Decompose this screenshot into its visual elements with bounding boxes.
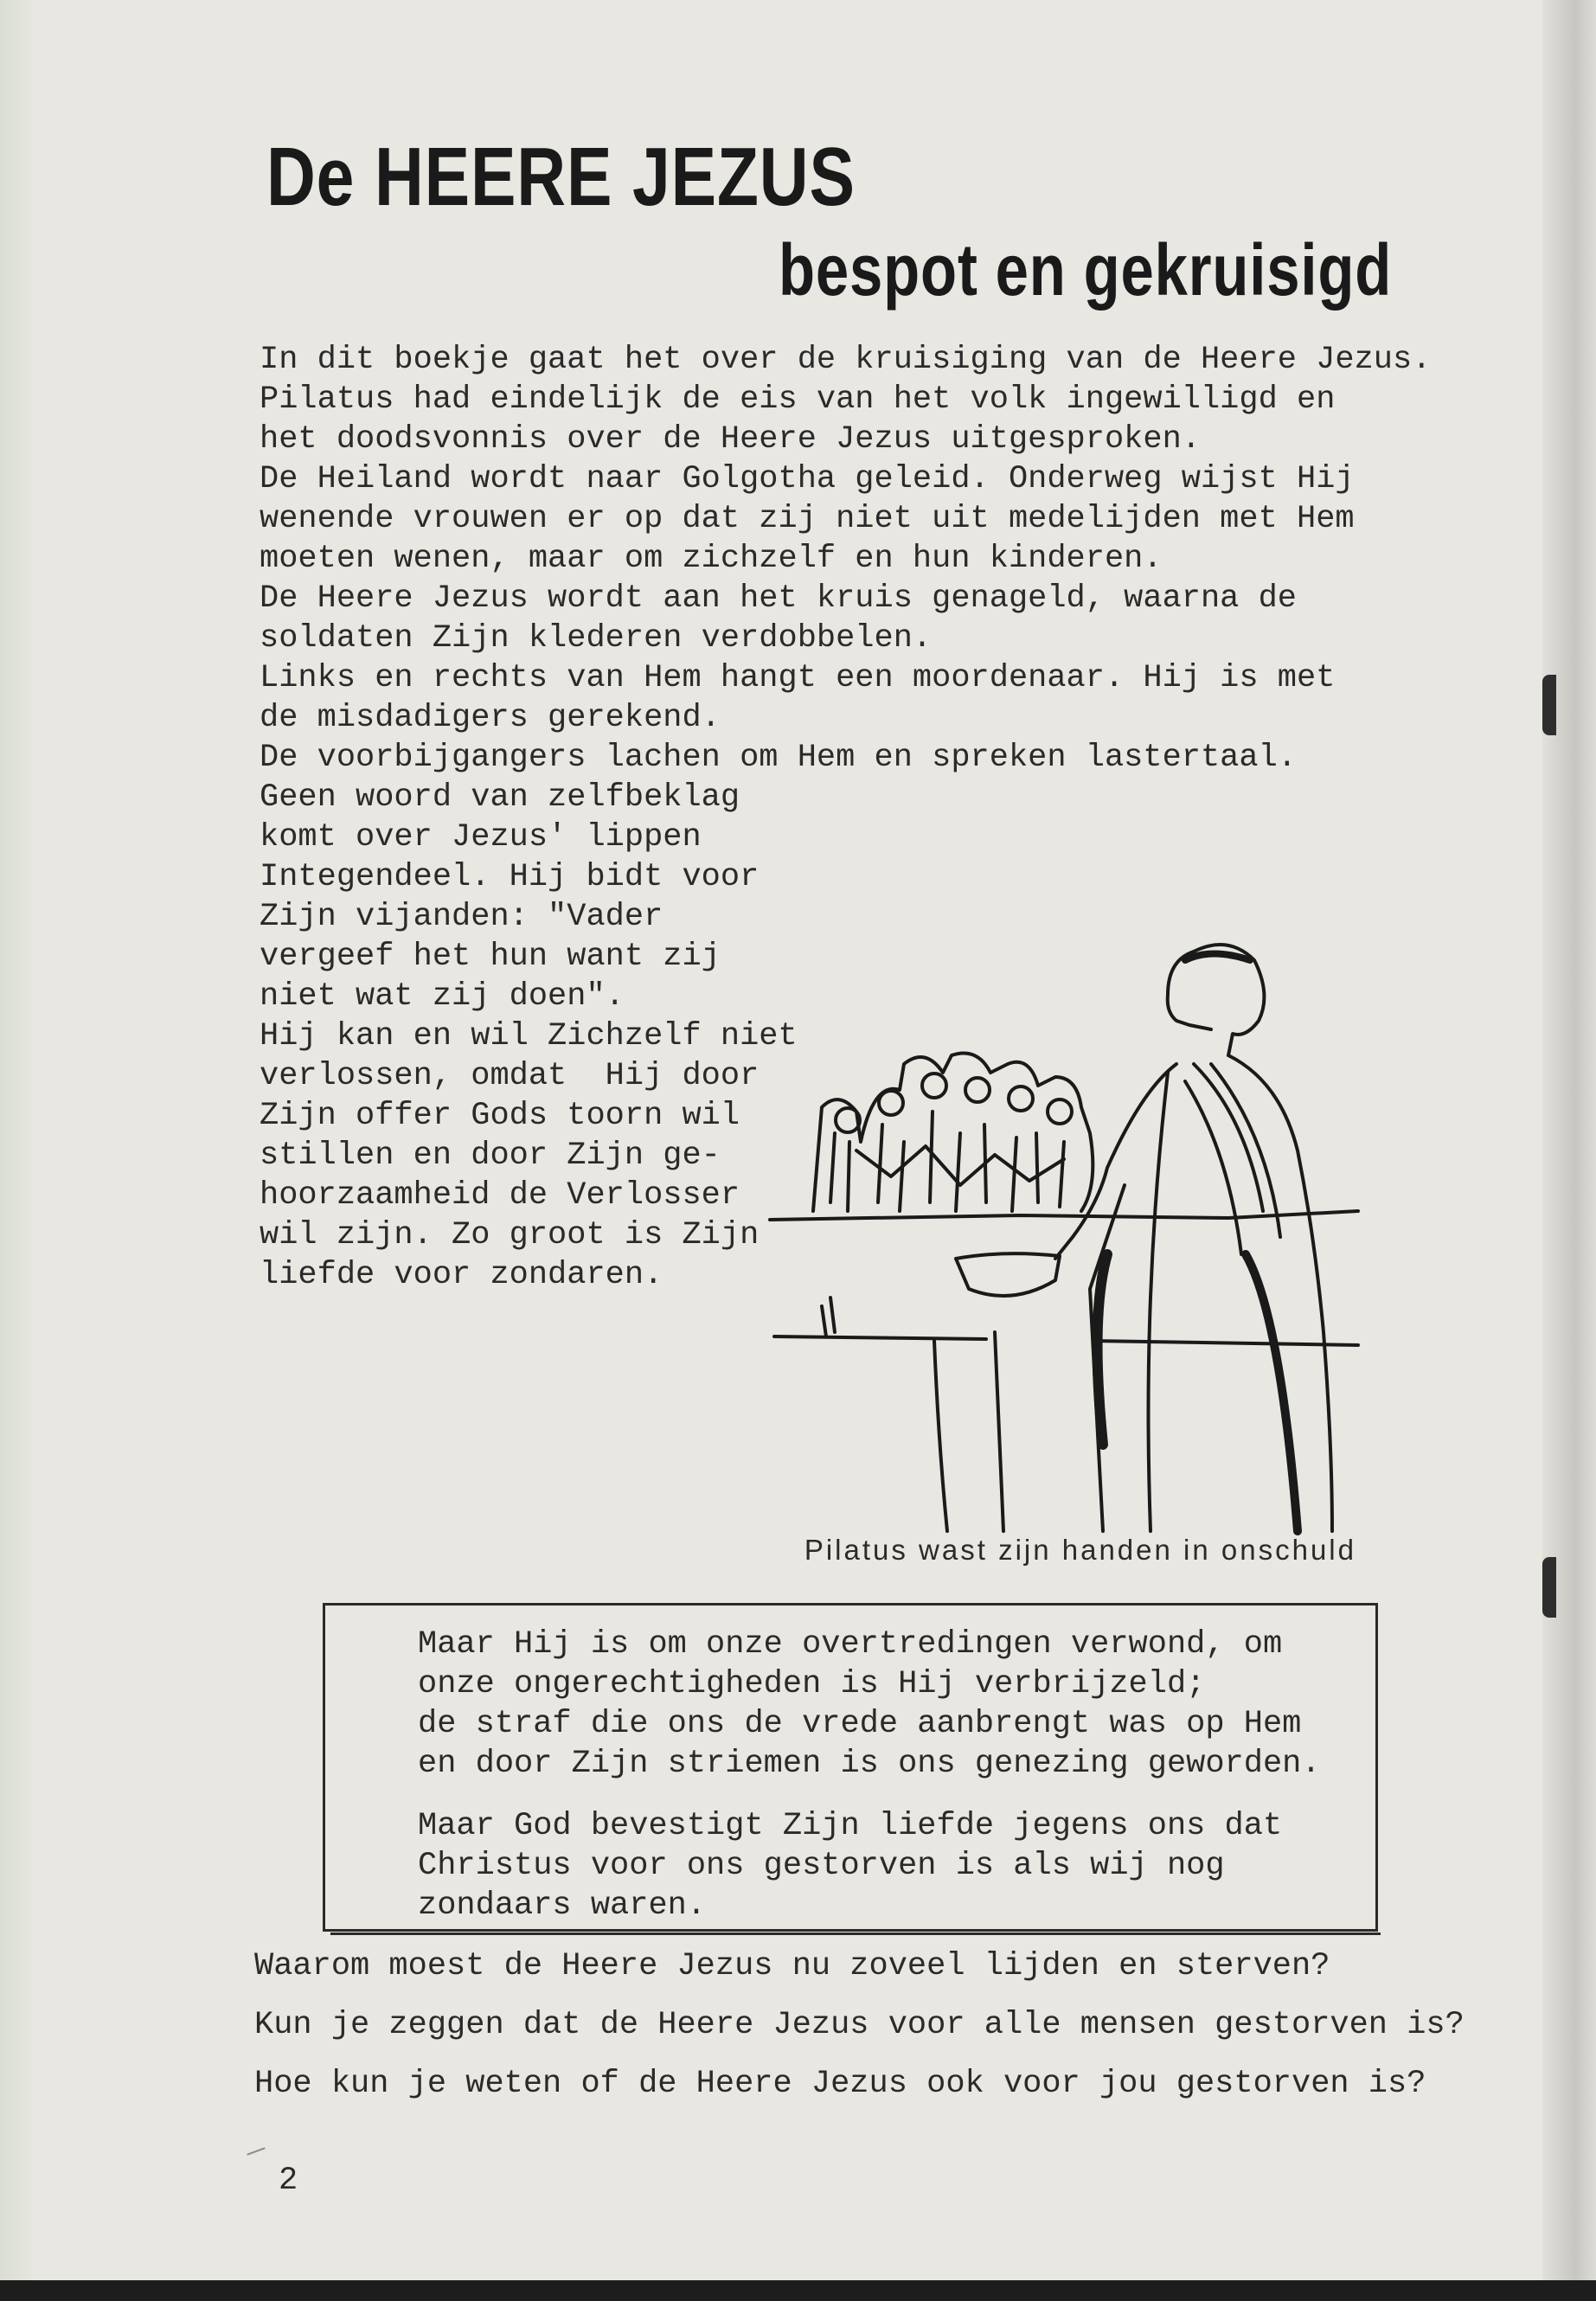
intro-text: In dit boekje gaat het over de kruisiging van de Heere Jezus. Pilatus had eindelijk de eis van het volk ingewilligd en het doodsvonnis over de Heere Jezus uitgesproken. De Heiland wordt naar Golgotha geleid. Onderweg wijst Hij wenende vrouwen er op dat zij niet uit medelijden met Hem moeten wenen, maar om zichzelf en hun kinderen. De Heere Jezus wordt aan het kruis genageld, waarna de soldaten Zijn klederen verdobbelen. Links en rechts van Hem hangt een moordenaar. Hij is met de misdadigers gerekend. De voorbijgangers lachen om Hem en spreken lastertaal.: [260, 342, 1432, 776]
binding-tab: [1542, 1557, 1556, 1618]
scripture-quote-box: [323, 1603, 1378, 1932]
quote-paragraph-1: Maar Hij is om onze overtredingen verwond, om onze ongerechtigheden is Hij verbrijzeld; de straf die ons de vrede aanbrengt was op Hem en door Zijn striemen is ons genezing geworden.: [418, 1626, 1321, 1782]
wrapped-text: Geen woord van zelfbeklag komt over Jezus' lippen Integendeel. Hij bidt voor Zijn vijanden: "Vader vergeef het hun want zij niet wat zij doen". Hij kan en wil Zichzelf niet verlossen, omdat Hij door Zijn offer Gods toorn wil stillen en door Zijn ge- hoorzaamheid de Verlosser wil zijn. Zo groot is Zijn liefde voor zondaren.: [260, 779, 798, 1293]
page-number-dash: [247, 2147, 265, 2155]
binding-tab: [1542, 675, 1556, 735]
bottom-scan-edge: [0, 2280, 1596, 2301]
page-title-line-2: bespot en gekruisigd: [779, 229, 1393, 311]
page-binding-edge: [1542, 0, 1596, 2301]
page-number: 2: [279, 2163, 298, 2199]
quote-paragraph-2: Maar God bevestigt Zijn liefde jegens ons dat Christus voor ons gestorven is als wij nog zondaars waren.: [418, 1808, 1283, 1924]
question-2: Kun je zeggen dat de Heere Jezus voor alle mensen gestorven is?: [254, 2007, 1465, 2043]
page-left-edge: [0, 0, 31, 2301]
pilate-washing-hands-illustration: [761, 926, 1384, 1548]
illustration-caption: Pilatus wast zijn handen in onschuld: [804, 1534, 1356, 1566]
question-1: Waarom moest de Heere Jezus nu zoveel lijden en sterven?: [254, 1948, 1330, 1984]
page-title-line-1: De HEERE JEZUS: [266, 131, 856, 223]
question-3: Hoe kun je weten of de Heere Jezus ook voor jou gestorven is?: [254, 2066, 1426, 2102]
